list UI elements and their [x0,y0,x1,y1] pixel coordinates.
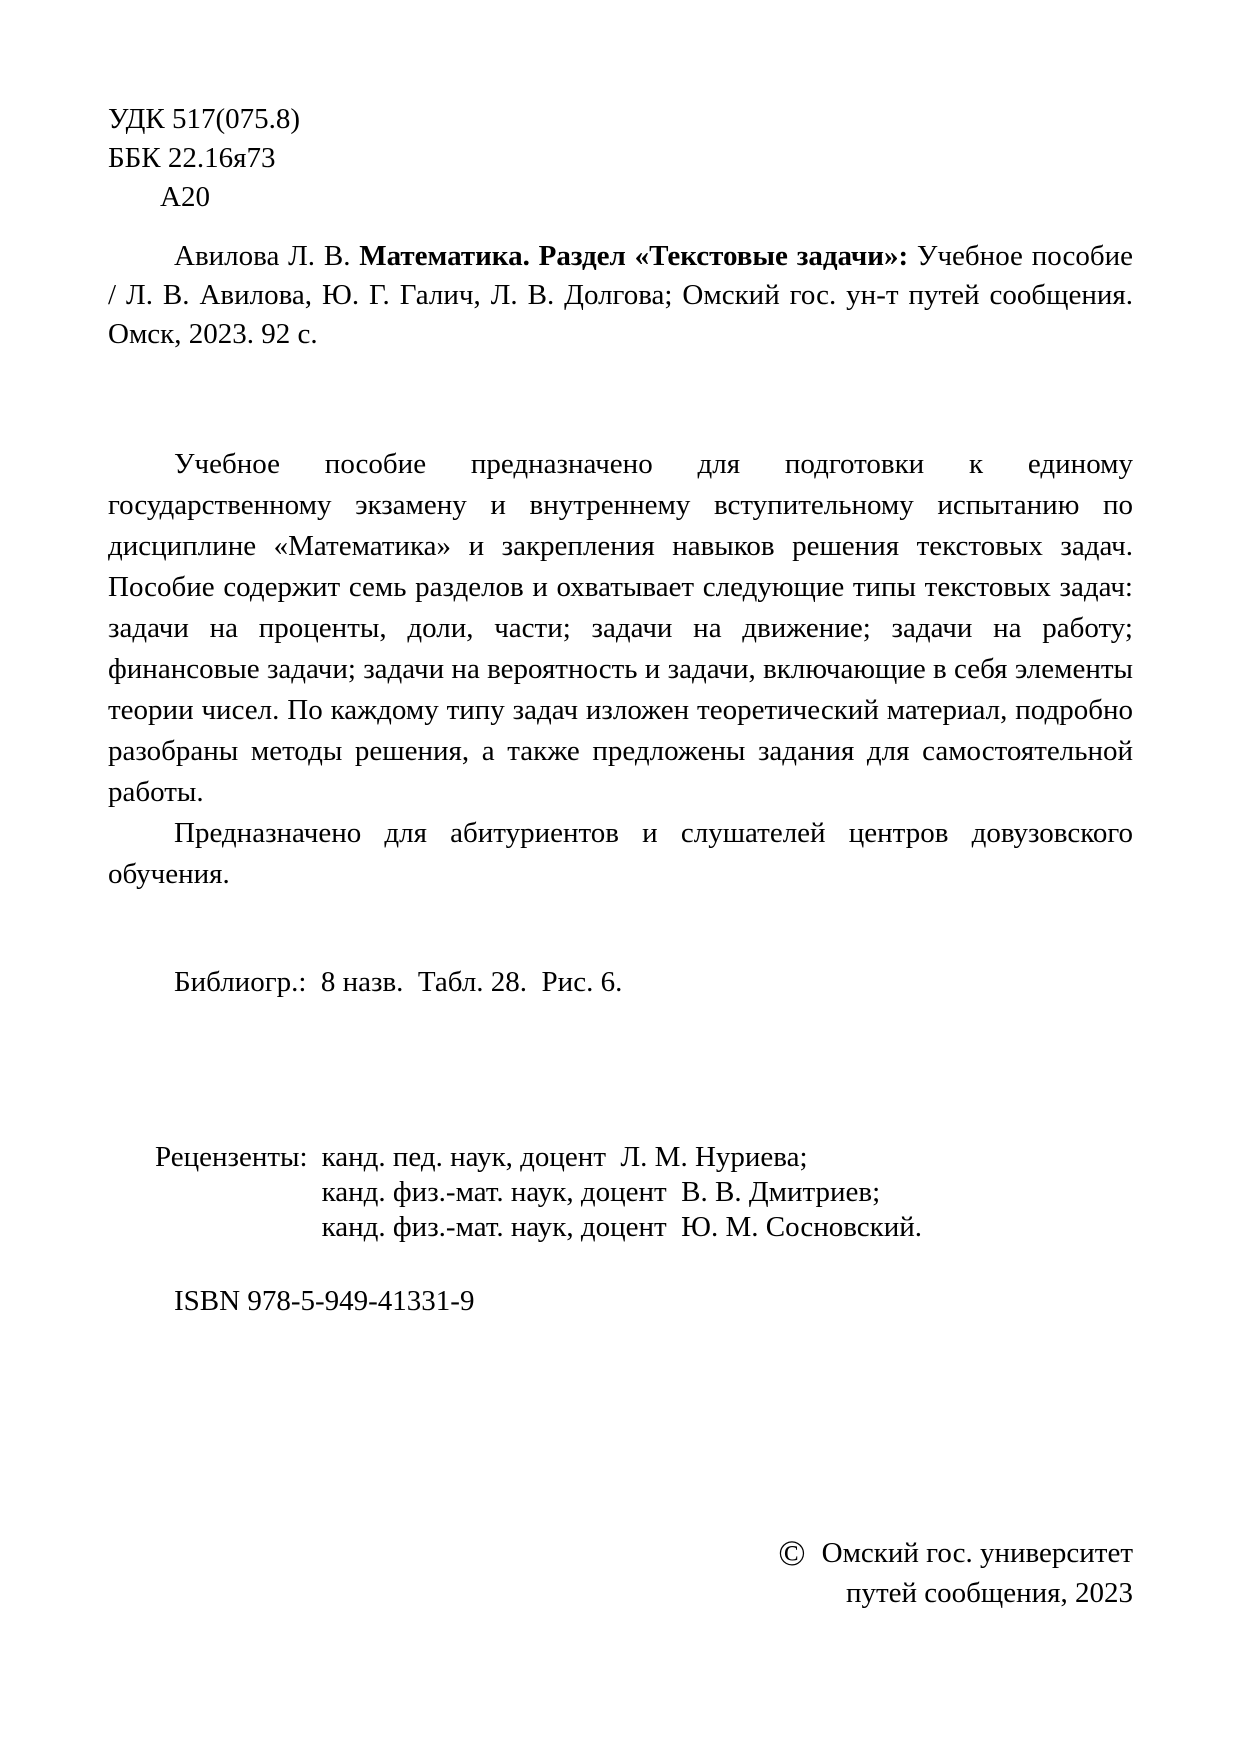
reviewer-item: канд. физ.-мат. наук, доцент Ю. М. Сосновский. [321,1211,922,1243]
author-code: А20 [160,181,210,213]
citation-author: Авилова Л. В. [174,240,360,272]
copyright-block [108,1533,1133,1613]
isbn-line: ISBN 978-5-949-41331-9 [174,1285,475,1317]
citation-rest: Учебное пособие / Л. В. Авилова, Ю. Г. Галич, Л. В. Долгова; Омский гос. ун-т путей сообщения. Омск, 2023. 92 с. [108,240,1134,350]
bibliographic-citation [108,237,1133,354]
citation-title: Математика. Раздел «Текстовые задачи»: [359,240,909,272]
annotation-paragraph-1: Учебное пособие предназначено для подготовки к единому государственному экзамену и внутреннему вступительному испытанию по дисциплине «Математика» и закрепления навыков решения текстовых задач. Пособие содержит семь разделов и охватывает следующие типы текстовых задач: задачи на проценты, доли, части; задачи на движение; задачи на работу; финансовые задачи; задачи на вероятность и задачи, включающие в себя элементы теории чисел. По каждому типу задач изложен теоретический материал, подробно разобраны методы решения, а также предложены задания для самостоятельной работы. [108,448,1133,808]
reviewers-label: Рецензенты: [155,1141,308,1173]
reviewers-block [108,1140,1133,1245]
bibliography-line: Библиогр.: 8 назв. Табл. 28. Рис. 6. [174,966,623,998]
reviewers-list [322,1140,1133,1245]
copyright-line-2: путей сообщения, 2023 [845,1577,1133,1609]
classification-block [108,100,1133,217]
copyright-line-1 [108,1533,1133,1573]
reviewer-item: канд. физ.-мат. наук, доцент В. В. Дмитриев; [321,1176,881,1208]
copyright-holder: Омский гос. университет [821,1537,1133,1569]
udk-line: УДК 517(075.8) [108,103,301,135]
bbk-line: ББК 22.16я73 [108,142,276,174]
annotation-block [108,444,1133,895]
annotation-paragraph-2: Предназначено для абитуриентов и слушателей центров довузовского обучения. [108,817,1133,890]
copyright-icon: © [778,1533,806,1573]
reviewer-item: канд. пед. наук, доцент Л. М. Нуриева; [321,1141,808,1173]
